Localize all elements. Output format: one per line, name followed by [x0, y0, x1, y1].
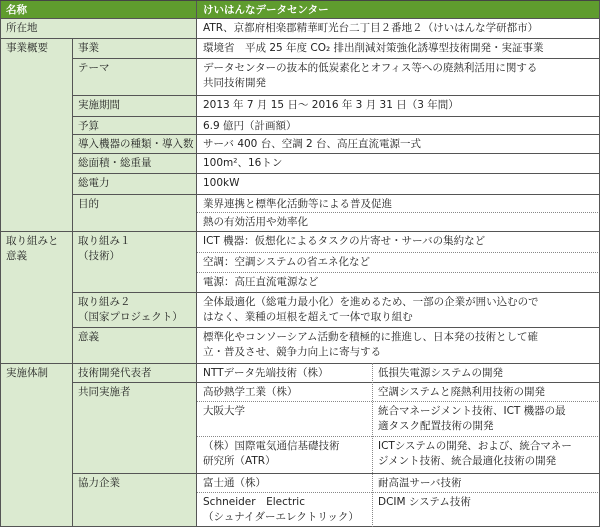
grid-line [72, 473, 600, 474]
coop-role-1: 耐高温サーバ技術 [378, 477, 462, 489]
overview-label: 事業概要 [6, 42, 48, 54]
grid-line [72, 58, 600, 59]
overview-row-equipment-label: 導入機器の種類・導入数 [72, 135, 197, 153]
joint-role-1: 空調システムと廃熱利用技術の開発 [378, 386, 545, 398]
location-label: 所在地 [6, 22, 38, 34]
initiative-1-label-cell: 取り組み１ （技術） [72, 232, 197, 292]
lead-org: NTTデータ先端技術（株） [203, 367, 329, 379]
cooperating-label-cell: 協力企業 [72, 474, 197, 527]
grid-line [72, 194, 600, 195]
location-label-cell [0, 19, 197, 38]
overview-row-purpose-value-1: 業界連携と標準化活動等による普及促進 [203, 198, 392, 210]
grid-line-dotted [197, 492, 600, 493]
overview-row-period-value: 2013 年 7 月 15 日～ 2016 年 3 月 31 日（3 年間） [203, 99, 459, 111]
overview-row-theme-value: データセンターの抜本的低炭素化とオフィス等への廃熱利活用に関する 共同技術開発 [203, 62, 538, 89]
initiative-2-label-cell: 取り組み２ （国家プロジェクト） [72, 293, 197, 327]
grid-line-dotted [197, 401, 600, 402]
initiatives-label-line2: 意義 [6, 250, 27, 262]
name-label-cell [0, 1, 197, 18]
overview-row-area-label: 総面積・総重量 [72, 154, 197, 173]
overview-row-power-value: 100kW [203, 177, 240, 189]
joint-org-1: 高砂熱学工業（株） [203, 386, 298, 398]
overview-row-business-label: 事業 [72, 39, 197, 58]
initiative-1-value-aircon: 空調：空調システムの省エネ化など [203, 256, 370, 268]
overview-row-power-label: 総電力 [72, 174, 197, 194]
grid-line [0, 363, 600, 364]
lead-label-cell: 技術開発代表者 [72, 364, 197, 382]
name-value: けいはんなデータセンター [203, 4, 329, 16]
grid-line [72, 116, 600, 117]
structure-label: 実施体制 [6, 367, 48, 379]
grid-line [72, 95, 600, 96]
overview-row-budget-label: 予算 [72, 117, 197, 134]
initiatives-label-line1: 取り組みと [6, 235, 59, 247]
overview-row-purpose-label: 目的 [72, 195, 197, 231]
overview-row-theme-label: テーマ [72, 59, 197, 95]
joint-org-2: 大阪大学 [203, 405, 245, 417]
overview-row-business-value: 環境省 平成 25 年度 CO₂ 排出削減対策強化誘導型技術開発・実証事業 [203, 42, 544, 54]
grid-line [72, 173, 600, 174]
grid-line [0, 38, 600, 39]
overview-row-equipment-value: サーバ 400 台、空調 2 台、高圧直流電源一式 [203, 138, 422, 150]
grid-line-dotted [197, 272, 600, 273]
grid-line-dotted [372, 363, 373, 527]
overview-row-purpose-value-2: 熱の有効活用や効率化 [203, 216, 308, 228]
overview-label-cell [0, 39, 72, 231]
grid-line [0, 1, 1, 527]
initiative-2-value: 全体最適化（総電力最小化）を進めるため、一部の企業が囲い込むので はなく、業種の垣根を超えて一体で取り組む [203, 296, 539, 323]
grid-line [72, 382, 600, 383]
overview-row-budget-value: 6.9 億円（計画額） [203, 120, 297, 132]
grid-line [0, 18, 600, 19]
name-value-cell [197, 1, 600, 18]
grid-line-dotted [197, 252, 600, 253]
grid-line [196, 1, 197, 527]
initiatives-label-cell [0, 232, 72, 363]
grid-line [72, 292, 600, 293]
overview-row-area-value: 100m²、16トン [203, 157, 283, 169]
overview-row-period-label: 実施期間 [72, 96, 197, 116]
joint-role-3: ICTシステムの開発、および、統合マネー ジメント技術、統合最適化技術の開発 [378, 440, 572, 467]
location-value-cell [197, 19, 600, 38]
initiative-1-value-ict: ICT 機器：仮想化によるタスクの片寄せ・サーバの集約など [203, 235, 486, 247]
location-value: ATR、京都府相楽郡精華町光台二丁目２番地２（けいはんな学研都市） [203, 22, 539, 34]
grid-line [72, 327, 600, 328]
grid-line [72, 38, 73, 527]
name-label: 名称 [6, 4, 27, 16]
grid-line-dotted [197, 436, 600, 437]
structure-label-cell [0, 364, 72, 527]
grid-line [72, 134, 600, 135]
joint-role-2: 統合マネージメント技術、ICT 機器の最 適タスク配置技術の開発 [378, 405, 566, 432]
grid-line [72, 153, 600, 154]
joint-org-3: （株）国際電気通信基礎技術 研究所（ATR） [203, 440, 340, 467]
coop-org-2: Schneider Electric （シュナイダーエレクトリック） [203, 496, 359, 523]
significance-value: 標準化やコンソーシアム活動を積極的に推進し、日本発の技術として確 立・普及させ、競争力向上に寄与する [203, 331, 539, 358]
grid-line [0, 231, 600, 232]
initiative-1-value-power: 電源：高圧直流電源など [203, 276, 319, 288]
coop-role-2: DCIM システム技術 [378, 496, 471, 508]
joint-label-cell: 共同実施者 [72, 383, 197, 473]
grid-line-dotted [197, 212, 600, 213]
lead-role: 低損失電源システムの開発 [378, 367, 503, 379]
coop-org-1: 富士通（株） [203, 477, 266, 489]
significance-label-cell: 意義 [72, 328, 197, 363]
